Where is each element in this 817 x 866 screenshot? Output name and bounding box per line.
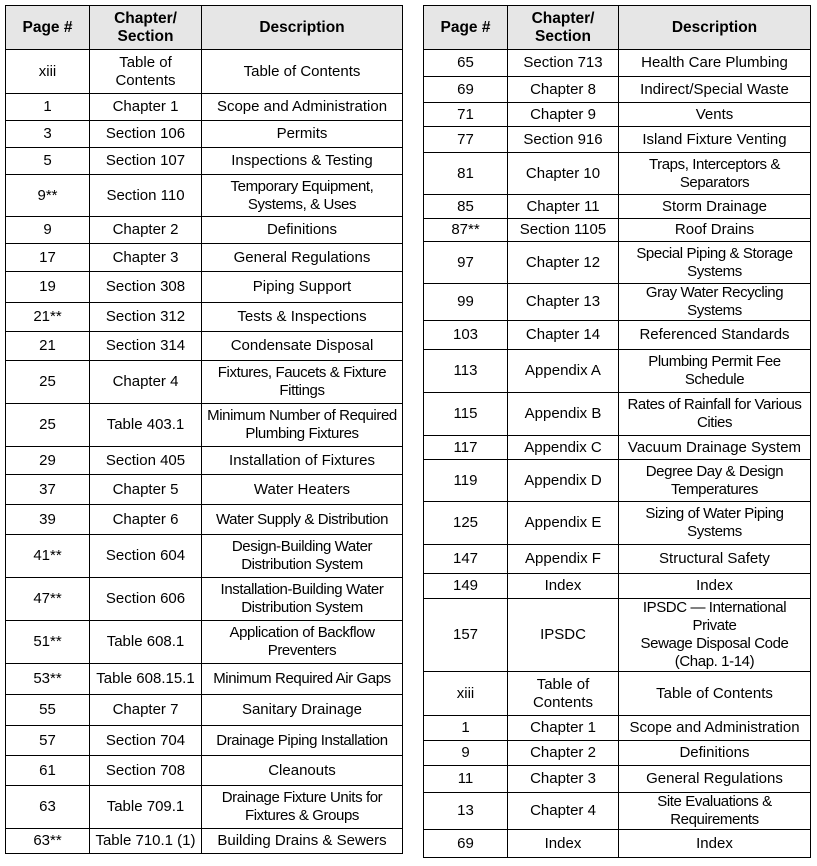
left-table-body (6, 50, 403, 854)
chapter-section: Table 608.1 (90, 621, 202, 664)
description: Indirect/Special Waste (619, 77, 811, 103)
chapter-section: Chapter 3 (90, 244, 202, 272)
chapter-section: Chapter 9 (508, 103, 619, 127)
description: Structural Safety (619, 545, 811, 574)
description: Scope and Administration (619, 716, 811, 741)
description: Storm Drainage (619, 195, 811, 219)
chapter-section: Section 604 (90, 535, 202, 578)
chapter-section: Index (508, 574, 619, 599)
chapter-section: Section 713 (508, 50, 619, 77)
page-number: 39 (6, 505, 90, 535)
header-chapter: Chapter/ Section (508, 6, 619, 50)
description: Index (619, 830, 811, 858)
toc-row (424, 502, 811, 545)
chapter-section: Section 916 (508, 127, 619, 153)
chapter-section: Table 608.15.1 (90, 664, 202, 695)
description: Inspections & Testing (202, 148, 403, 175)
toc-row (424, 599, 811, 672)
chapter-section: Chapter 3 (508, 766, 619, 793)
description: Sizing of Water Piping Systems (619, 502, 811, 545)
header-row (6, 6, 403, 50)
chapter-section: Appendix A (508, 350, 619, 393)
page-number: 47** (6, 578, 90, 621)
header-page: Page # (424, 6, 508, 50)
page-number: 113 (424, 350, 508, 393)
chapter-section: Section 308 (90, 272, 202, 303)
page-number: 103 (424, 321, 508, 350)
toc-row (424, 242, 811, 284)
toc-row (6, 505, 403, 535)
toc-row (424, 195, 811, 219)
page-number: xiii (6, 50, 90, 94)
toc-row (6, 148, 403, 175)
chapter-section: Appendix E (508, 502, 619, 545)
description: Table of Contents (619, 672, 811, 716)
header-page: Page # (6, 6, 90, 50)
chapter-section: Chapter 13 (508, 284, 619, 321)
toc-row (6, 535, 403, 578)
header-description: Description (202, 6, 403, 50)
description: Gray Water Recycling Systems (619, 284, 811, 321)
chapter-section: Appendix F (508, 545, 619, 574)
toc-row (6, 94, 403, 121)
description: Minimum Required Air Gaps (202, 664, 403, 695)
toc-row (424, 153, 811, 195)
page-number: 97 (424, 242, 508, 284)
chapter-section: Appendix C (508, 436, 619, 460)
toc-row (424, 741, 811, 766)
toc-row (424, 716, 811, 741)
description: Installation-Building Water Distribution System (202, 578, 403, 621)
right-table-body (424, 50, 811, 858)
toc-row (6, 475, 403, 505)
description: Sanitary Drainage (202, 695, 403, 726)
description: Temporary Equipment, Systems, & Uses (202, 175, 403, 217)
header-description: Description (619, 6, 811, 50)
toc-row (424, 460, 811, 502)
description: Rates of Rainfall for Various Cities (619, 393, 811, 436)
chapter-section: Section 606 (90, 578, 202, 621)
toc-row (6, 50, 403, 94)
page-number: 85 (424, 195, 508, 219)
description: Design-Building Water Distribution System (202, 535, 403, 578)
page-number: 71 (424, 103, 508, 127)
page-number: 9 (6, 217, 90, 244)
page-number: 57 (6, 726, 90, 756)
description: Fixtures, Faucets & Fixture Fittings (202, 361, 403, 404)
description: Water Supply & Distribution (202, 505, 403, 535)
page-number: 41** (6, 535, 90, 578)
toc-row (424, 830, 811, 858)
toc-row (424, 436, 811, 460)
page-number: 55 (6, 695, 90, 726)
chapter-section: Table 403.1 (90, 404, 202, 447)
description: Cleanouts (202, 756, 403, 786)
page-number: 11 (424, 766, 508, 793)
right-toc-table (423, 5, 811, 858)
page-number: 125 (424, 502, 508, 545)
chapter-section: Section 110 (90, 175, 202, 217)
description: General Regulations (202, 244, 403, 272)
description: Index (619, 574, 811, 599)
toc-row (6, 756, 403, 786)
description: Application of Backflow Preventers (202, 621, 403, 664)
description: Vents (619, 103, 811, 127)
toc-row (424, 672, 811, 716)
toc-row (6, 695, 403, 726)
page-number: 81 (424, 153, 508, 195)
page-number: 29 (6, 447, 90, 475)
page-number: 63** (6, 829, 90, 854)
page-number: 149 (424, 574, 508, 599)
toc-row (6, 361, 403, 404)
description: Permits (202, 121, 403, 148)
chapter-section: Chapter 8 (508, 77, 619, 103)
description: IPSDC — International Private Sewage Disposal Code (Chap. 1-14) (619, 599, 811, 672)
page-number: 13 (424, 793, 508, 830)
page-number: 21 (6, 332, 90, 361)
toc-row (424, 321, 811, 350)
description: Tests & Inspections (202, 303, 403, 332)
chapter-section: Section 1105 (508, 219, 619, 242)
page-number: 1 (424, 716, 508, 741)
description: Installation of Fixtures (202, 447, 403, 475)
page-number: 157 (424, 599, 508, 672)
toc-row (6, 244, 403, 272)
description: Scope and Administration (202, 94, 403, 121)
chapter-section: Chapter 4 (508, 793, 619, 830)
page-number: 115 (424, 393, 508, 436)
toc-row (6, 303, 403, 332)
chapter-section: Appendix D (508, 460, 619, 502)
toc-row (424, 103, 811, 127)
description: Minimum Number of Required Plumbing Fixtures (202, 404, 403, 447)
toc-row (424, 350, 811, 393)
description: Table of Contents (202, 50, 403, 94)
chapter-section: Chapter 1 (90, 94, 202, 121)
description: Special Piping & Storage Systems (619, 242, 811, 284)
toc-row (6, 175, 403, 217)
description: Water Heaters (202, 475, 403, 505)
page-number: 99 (424, 284, 508, 321)
toc-row (6, 829, 403, 854)
description: Degree Day & Design Temperatures (619, 460, 811, 502)
toc-row (424, 219, 811, 242)
page-number: 117 (424, 436, 508, 460)
description: Site Evaluations & Requirements (619, 793, 811, 830)
chapter-section: Chapter 6 (90, 505, 202, 535)
page-number: xiii (424, 672, 508, 716)
chapter-section: Chapter 10 (508, 153, 619, 195)
chapter-section: Section 704 (90, 726, 202, 756)
description: Drainage Fixture Units for Fixtures & Groups (202, 786, 403, 829)
toc-row (424, 393, 811, 436)
page-number: 17 (6, 244, 90, 272)
description: Piping Support (202, 272, 403, 303)
page-number: 25 (6, 404, 90, 447)
toc-row (424, 284, 811, 321)
chapter-section: Section 312 (90, 303, 202, 332)
toc-row (424, 127, 811, 153)
chapter-section: Section 314 (90, 332, 202, 361)
chapter-section: Table of Contents (508, 672, 619, 716)
chapter-section: Chapter 4 (90, 361, 202, 404)
toc-row (6, 726, 403, 756)
page-number: 147 (424, 545, 508, 574)
page-number: 61 (6, 756, 90, 786)
chapter-section: Chapter 2 (90, 217, 202, 244)
description: Condensate Disposal (202, 332, 403, 361)
toc-row (6, 664, 403, 695)
page-number: 51** (6, 621, 90, 664)
description: Referenced Standards (619, 321, 811, 350)
toc-row (424, 50, 811, 77)
description: Plumbing Permit Fee Schedule (619, 350, 811, 393)
chapter-section: Chapter 1 (508, 716, 619, 741)
page-number: 119 (424, 460, 508, 502)
chapter-section: Index (508, 830, 619, 858)
description: Traps, Interceptors & Separators (619, 153, 811, 195)
page-number: 5 (6, 148, 90, 175)
chapter-section: Table of Contents (90, 50, 202, 94)
toc-row (6, 578, 403, 621)
chapter-section: Section 106 (90, 121, 202, 148)
toc-row (6, 621, 403, 664)
chapter-section: Chapter 12 (508, 242, 619, 284)
chapter-section: Chapter 5 (90, 475, 202, 505)
page-number: 69 (424, 77, 508, 103)
chapter-section: Section 708 (90, 756, 202, 786)
toc-row (424, 77, 811, 103)
page-number: 37 (6, 475, 90, 505)
chapter-section: Section 107 (90, 148, 202, 175)
page-number: 77 (424, 127, 508, 153)
page-number: 9 (424, 741, 508, 766)
chapter-section: Chapter 11 (508, 195, 619, 219)
page-number: 19 (6, 272, 90, 303)
page-number: 63 (6, 786, 90, 829)
chapter-section: Appendix B (508, 393, 619, 436)
toc-row (424, 766, 811, 793)
chapter-section: IPSDC (508, 599, 619, 672)
page-number: 9** (6, 175, 90, 217)
page-number: 65 (424, 50, 508, 77)
chapter-section: Chapter 2 (508, 741, 619, 766)
page-number: 53** (6, 664, 90, 695)
description: Vacuum Drainage System (619, 436, 811, 460)
toc-row (424, 545, 811, 574)
description: Drainage Piping Installation (202, 726, 403, 756)
left-toc-table (5, 5, 403, 854)
toc-row (6, 786, 403, 829)
header-row (424, 6, 811, 50)
page-number: 87** (424, 219, 508, 242)
description: Health Care Plumbing (619, 50, 811, 77)
toc-row (6, 332, 403, 361)
chapter-section: Chapter 14 (508, 321, 619, 350)
description: Definitions (619, 741, 811, 766)
page-number: 69 (424, 830, 508, 858)
chapter-section: Section 405 (90, 447, 202, 475)
description: Building Drains & Sewers (202, 829, 403, 854)
chapter-section: Chapter 7 (90, 695, 202, 726)
description: General Regulations (619, 766, 811, 793)
toc-row (6, 217, 403, 244)
chapter-section: Table 710.1 (1) (90, 829, 202, 854)
header-chapter: Chapter/ Section (90, 6, 202, 50)
description: Island Fixture Venting (619, 127, 811, 153)
page-number: 1 (6, 94, 90, 121)
chapter-section: Table 709.1 (90, 786, 202, 829)
toc-row (424, 574, 811, 599)
page-number: 21** (6, 303, 90, 332)
toc-row (424, 793, 811, 830)
page-number: 3 (6, 121, 90, 148)
description: Roof Drains (619, 219, 811, 242)
toc-row (6, 447, 403, 475)
page-number: 25 (6, 361, 90, 404)
toc-row (6, 404, 403, 447)
toc-row (6, 272, 403, 303)
toc-row (6, 121, 403, 148)
description: Definitions (202, 217, 403, 244)
